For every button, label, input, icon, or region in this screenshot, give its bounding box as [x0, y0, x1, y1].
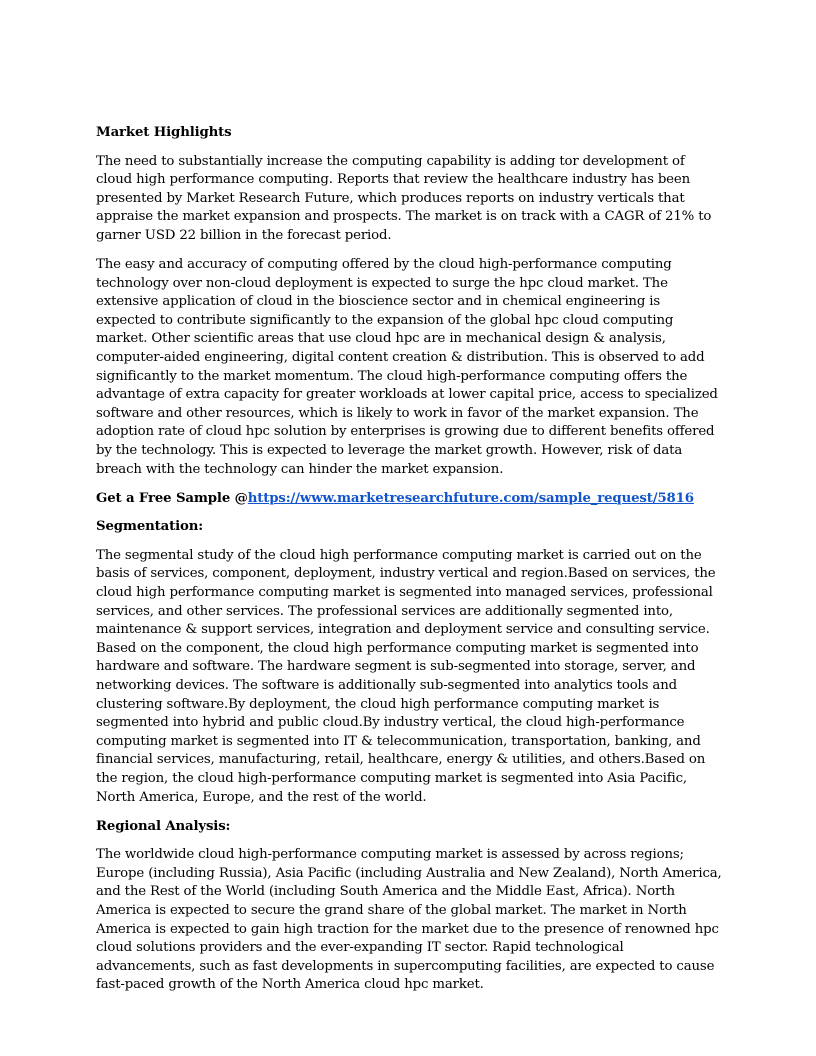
segmentation-paragraph: The segmental study of the cloud high performance computing market is carried out on the basis of services, component, deployment, industry vertical and region.Based on services, the cloud high performance computing market is segmented into managed services, professional services, and other services. The professional services are additionally segmented into, maintenance & support services, integration and deployment service and consulting service. Based on the component, the cloud high performance computing market is segmented into hardware and software. The hardware segment is sub-segmented into storage, server, and networking devices. The software is additionally sub-segmented into analytics tools and clustering software.By deployment, the cloud high performance computing market is segmented into hybrid and public cloud.By industry vertical, the cloud high-performance computing market is segmented into IT & telecommunication, transportation, banking, and financial services, manufacturing, retail, healthcare, energy & utilities, and others.Based on the region, the cloud high-performance computing market is segmented into Asia Pacific, North America, Europe, and the rest of the world.: [96, 547, 716, 805]
regional-analysis-heading: Regional Analysis:: [96, 818, 231, 834]
market-highlights-paragraph-2: The easy and accuracy of computing offered by the cloud high-performance computing technology over non-cloud deployment is expected to surge the hpc cloud market. The extensive application of cloud in the bioscience sector and in chemical engineering is expected to contribute significantly to the expansion of the global hpc cloud computing market. Other scientific areas that use cloud hpc are in mechanical design & analysis, computer-aided engineering, digital content creation & distribution. This is observed to add significantly to the market momentum. The cloud high-performance computing offers the advantage of extra capacity for greater workloads at lower capital price, access to specialized software and other resources, which is likely to work in favor of the market expansion. The adoption rate of cloud hpc solution by enterprises is growing due to different benefits offered by the technology. This is expected to leverage the market growth. However, risk of data breach with the technology can hinder the market expansion.: [96, 257, 718, 477]
free-sample-line: [96, 490, 722, 509]
sample-request-link[interactable]: https://www.marketresearchfuture.com/sample_request/5816: [247, 490, 694, 506]
regional-analysis-paragraph: The worldwide cloud high-performance computing market is assessed by across regions; Europe (including Russia), Asia Pacific (including Australia and New Zealand), North America, and the Rest of the World (including South America and the Middle East, Africa). North America is expected to secure the grand share of the global market. The market in North America is expected to gain high traction for the market due to the presence of renowned hpc cloud solutions providers and the ever-expanding IT sector. Rapid technological advancements, such as fast developments in supercomputing facilities, are expected to cause fast-paced growth of the North America cloud hpc market.: [96, 847, 722, 993]
market-highlights-heading: Market Highlights: [96, 125, 232, 140]
market-highlights-paragraph-1: The need to substantially increase the computing capability is adding tor development of cloud high performance computing. Reports that review the healthcare industry has been presented by Market Research Future, which produces reports on industry verticals that appraise the market expansion and prospects. The market is on track with a CAGR of 21% to garner USD 22 billion in the forecast period.: [96, 153, 712, 243]
free-sample-label: Get a Free Sample @: [96, 490, 248, 506]
document-page: [96, 124, 722, 1006]
segmentation-heading: Segmentation:: [96, 519, 204, 535]
